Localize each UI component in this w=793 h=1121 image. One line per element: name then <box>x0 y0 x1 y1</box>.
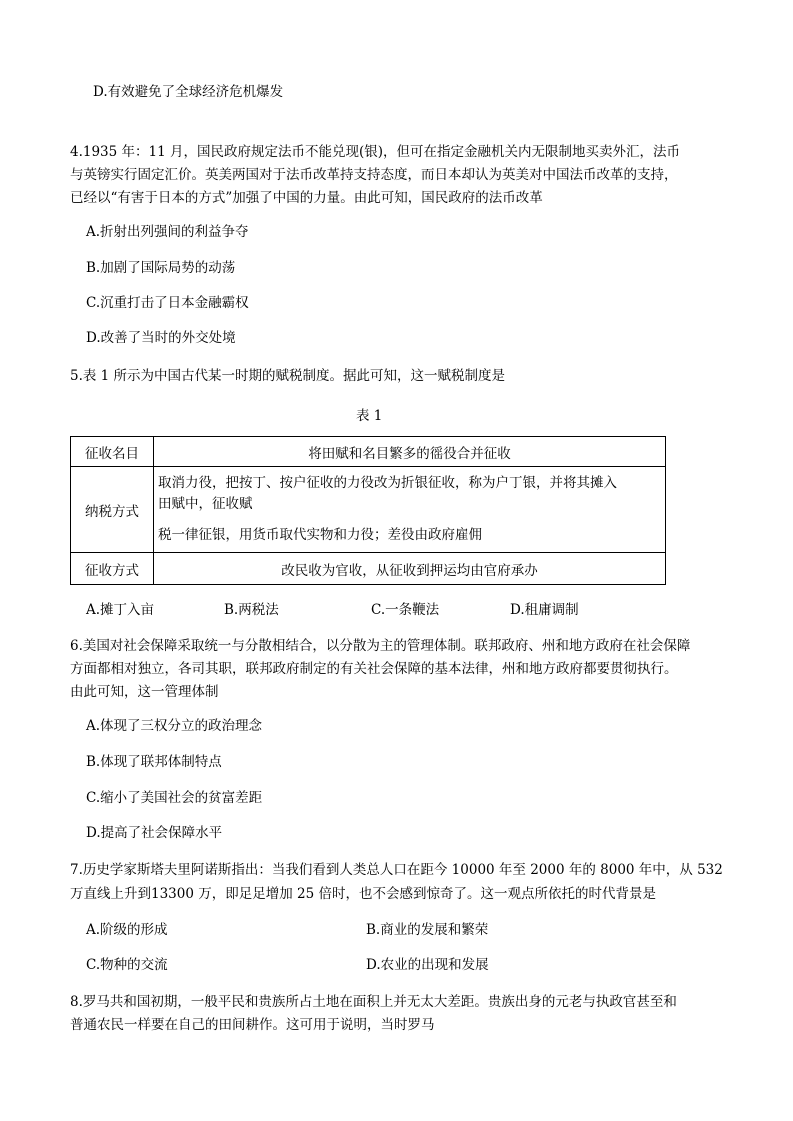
q4-stem-line-2: 与英镑实行固定汇价。英美两国对于法币改革持支持态度，而日本却认为英美对中国法币改革的支持， <box>70 167 678 183</box>
tax-table <box>70 436 666 585</box>
q6-option-b: B.体现了联邦体制特点 <box>86 754 222 770</box>
table-row <box>71 467 666 553</box>
table-row <box>71 553 666 585</box>
q3-option-d: D.有效避免了全球经济危机爆发 <box>93 84 284 100</box>
table-value-cell <box>154 467 666 553</box>
q4-option-a: A.折射出列强间的利益争夺 <box>86 224 249 240</box>
q6-option-c: C.缩小了美国社会的贫富差距 <box>86 790 263 806</box>
q4-option-b: B.加剧了国际局势的动荡 <box>86 260 236 276</box>
q6-stem-line-2: 方面都相对独立，各司其职，联邦政府制定的有关社会保障的基本法律，州和地方政府都要贯彻执行。 <box>70 661 678 677</box>
q7-option-a: A.阶级的形成 <box>86 922 168 938</box>
q4-stem-line-1: 4.1935 年：11 月，国民政府规定法币不能兑现(银)，但可在指定金融机关内无限制地买卖外汇，法币 <box>70 144 681 160</box>
q5-option-d: D.租庸调制 <box>510 602 579 618</box>
q5-option-a: A.摊丁入亩 <box>86 602 155 618</box>
q5-option-c: C.一条鞭法 <box>371 602 440 618</box>
table-label-cell: 征收名目 <box>71 437 154 467</box>
table-label-cell: 征收方式 <box>71 553 154 585</box>
q7-option-d: D.农业的出现和发展 <box>366 957 489 973</box>
table-row <box>71 437 666 467</box>
q7-option-c: C.物种的交流 <box>86 957 168 973</box>
q7-stem-line-1: 7.历史学家斯塔夫里阿诺斯指出：当我们看到人类总人口在距今 10000 年至 2000 年的 8000 年中，从 532 <box>70 862 723 878</box>
q7-option-b: B.商业的发展和繁荣 <box>366 922 489 938</box>
q5-stem: 5.表 1 所示为中国古代某一时期的赋税制度。据此可知，这一赋税制度是 <box>70 368 506 384</box>
q6-option-a: A.体现了三权分立的政治理念 <box>86 718 263 734</box>
q6-stem-line-1: 6.美国对社会保障采取统一与分散相结合，以分散为主的管理体制。联邦政府、州和地方政府在社会保障 <box>70 638 691 654</box>
q5-table-title: 表 1 <box>356 408 383 424</box>
table-value-cell: 改民收为官收，从征收到押运均由官府承办 <box>154 553 666 585</box>
q4-option-c: C.沉重打击了日本金融霸权 <box>86 295 249 311</box>
q8-stem-line-2: 普通农民一样要在自己的田间耕作。这可用于说明，当时罗马 <box>70 1017 435 1033</box>
table-cell-line: 田赋中，征收赋 <box>158 496 253 512</box>
q6-stem-line-3: 由此可知，这一管理体制 <box>70 684 219 700</box>
q5-option-b: B.两税法 <box>224 602 279 618</box>
q4-stem-line-3: 已经以“有害于日本的方式”加强了中国的力量。由此可知，国民政府的法币改革 <box>70 190 543 206</box>
q4-option-d: D.改善了当时的外交处境 <box>86 330 236 346</box>
table-label-cell: 纳税方式 <box>71 467 154 553</box>
q7-stem-line-2: 万直线上升到13300 万，即足足增加 25 倍时，也不会感到惊奇了。这一观点所依托的时代背景是 <box>70 886 656 902</box>
table-value-cell: 将田赋和名目繁多的徭役合并征收 <box>154 437 666 467</box>
q8-stem-line-1: 8.罗马共和国初期，一般平民和贵族所占土地在面积上并无太大差距。贵族出身的元老与执政官甚至和 <box>70 994 677 1010</box>
table-cell-line: 税一律征银，用货币取代实物和力役；差役由政府雇佣 <box>158 527 482 543</box>
table-cell-line: 取消力役，把按丁、按户征收的力役改为折银征收，称为户丁银，并将其摊入 <box>158 475 617 491</box>
q6-option-d: D.提高了社会保障水平 <box>86 825 223 841</box>
